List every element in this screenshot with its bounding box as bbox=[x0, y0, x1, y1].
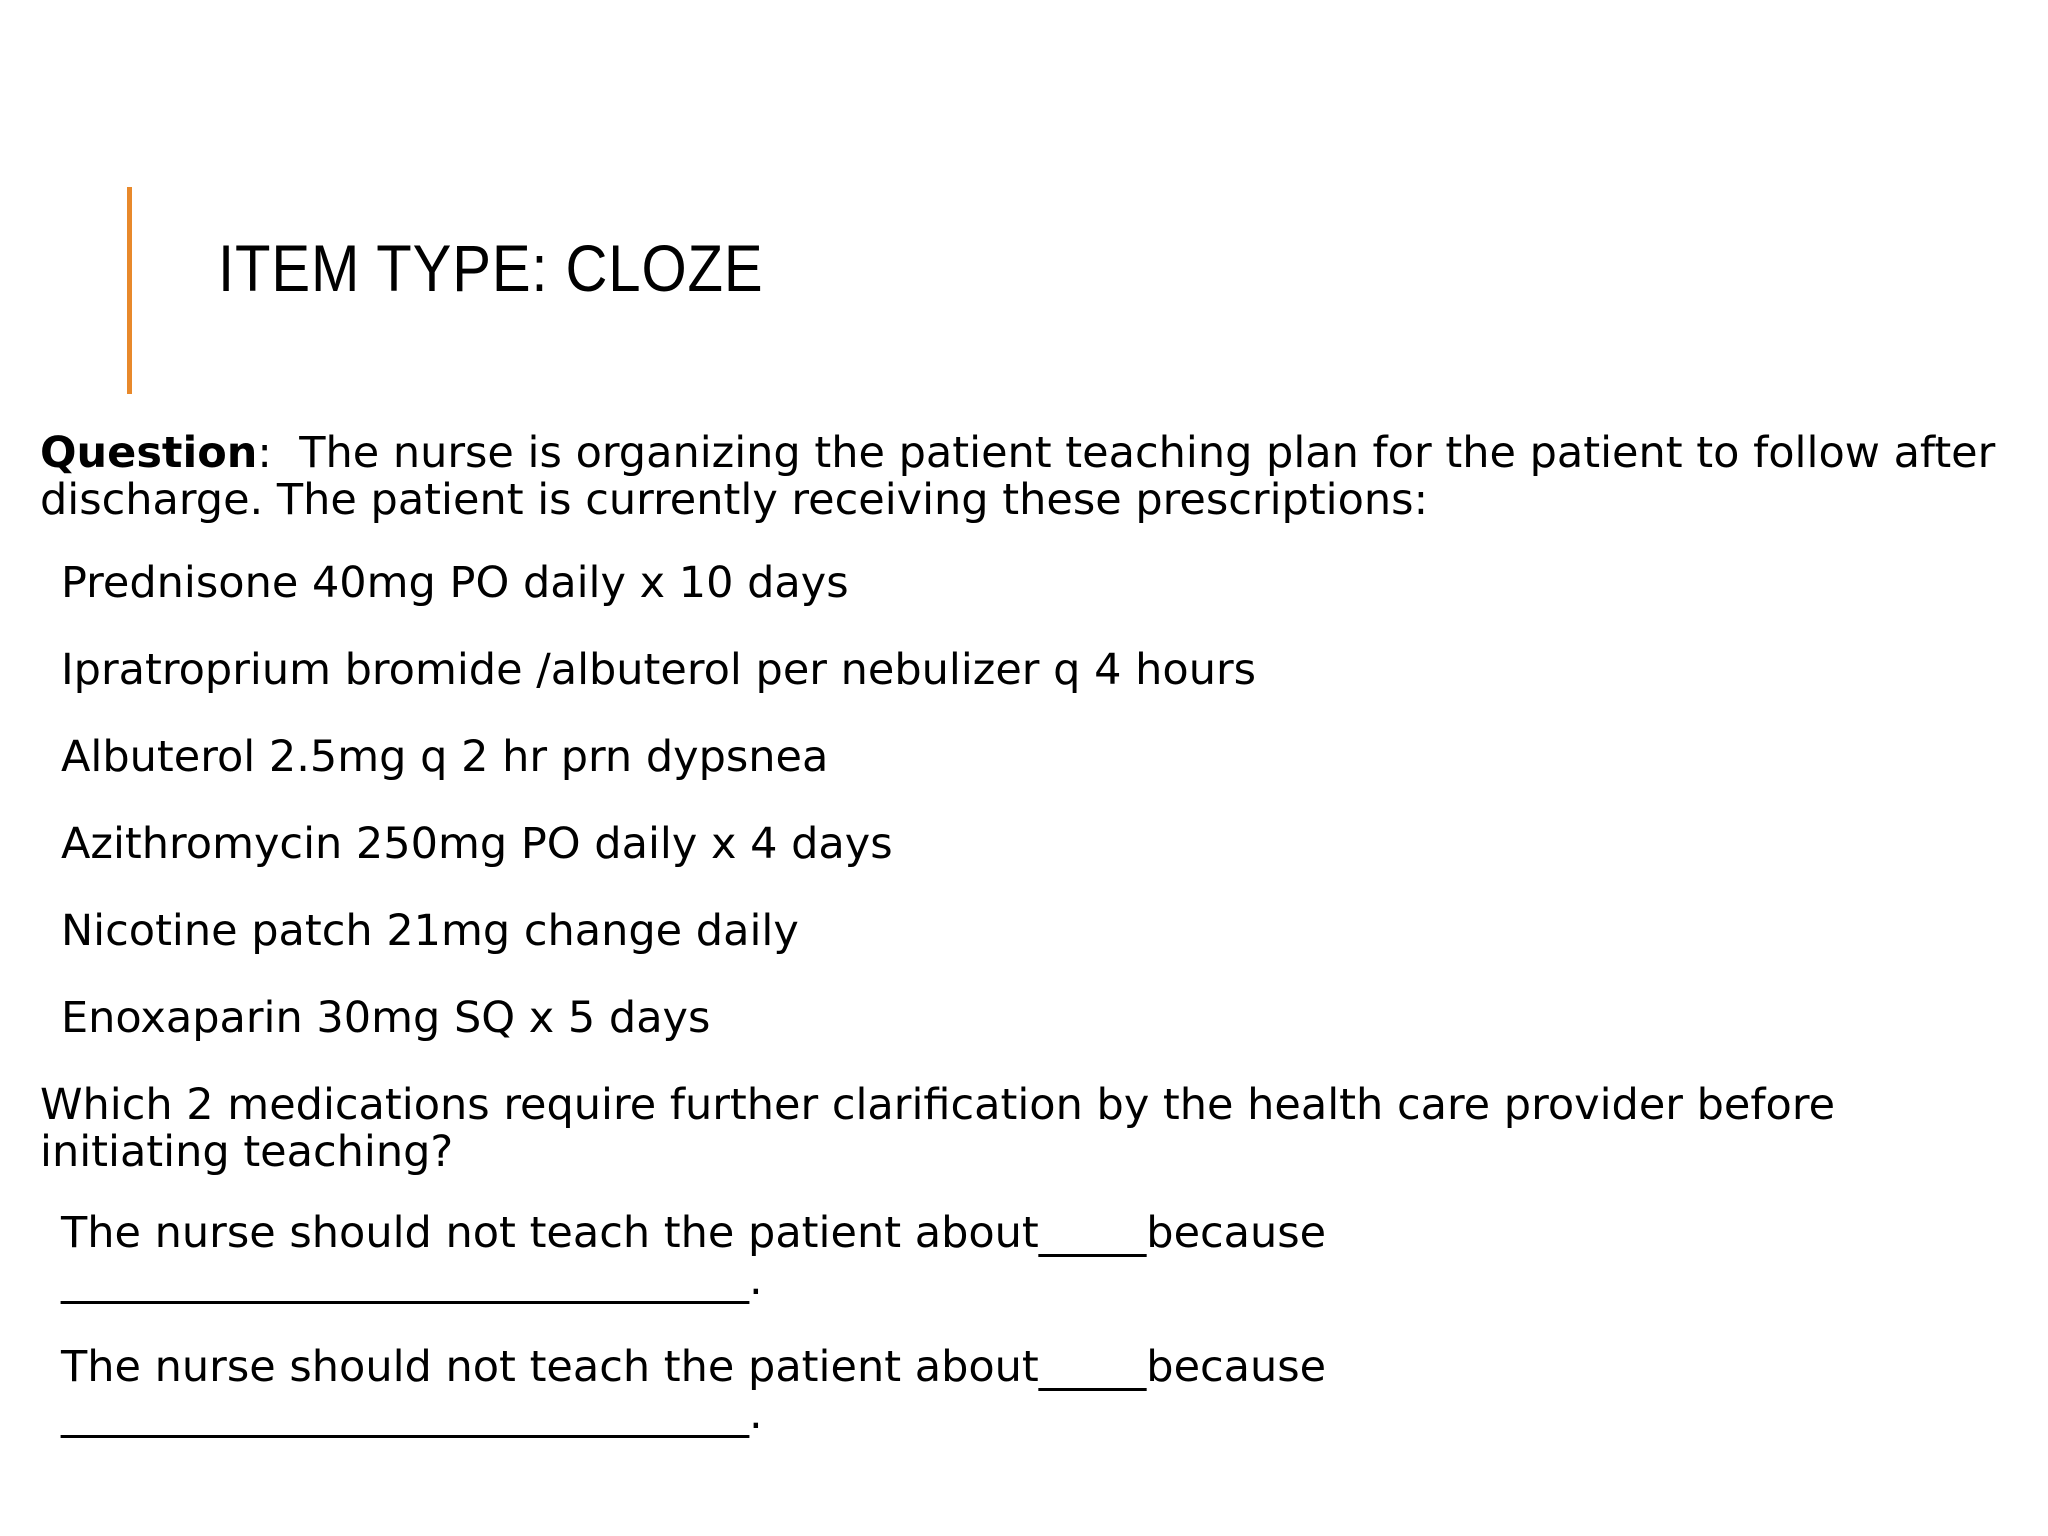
slide-title: ITEM TYPE: CLOZE bbox=[218, 231, 764, 305]
answer-sentence-1 bbox=[61, 1210, 2010, 1304]
answer-sentence-2 bbox=[61, 1344, 2010, 1438]
prescription-item: Enoxaparin 30mg SQ x 5 days bbox=[61, 993, 711, 1043]
prescription-item: Albuterol 2.5mg q 2 hr prn dypsnea bbox=[61, 732, 829, 782]
question-label: Question bbox=[40, 428, 258, 478]
prescription-item: Ipratroprium bromide /albuterol per nebulizer q 4 hours bbox=[61, 645, 1257, 695]
slide-content bbox=[40, 430, 2010, 1478]
title-accent-bar bbox=[127, 187, 132, 394]
prompt-paragraph: Which 2 medications require further clarification by the health care provider before initiating teaching? bbox=[40, 1080, 1836, 1177]
answer-blank: ________________________________. bbox=[61, 1255, 763, 1305]
prescription-item: Azithromycin 250mg PO daily x 4 days bbox=[61, 819, 893, 869]
answer-lead: The nurse should not teach the patient about_____because bbox=[61, 1342, 1327, 1392]
prescription-item: Prednisone 40mg PO daily x 10 days bbox=[61, 558, 849, 608]
question-label-suffix: : bbox=[257, 428, 300, 478]
prescription-list bbox=[40, 560, 2010, 1042]
prescription-item: Nicotine patch 21mg change daily bbox=[61, 906, 799, 956]
answer-blank: ________________________________. bbox=[61, 1389, 763, 1439]
question-text: The nurse is organizing the patient teaching plan for the patient to follow after discharge. The patient is currently receiving these prescriptions: bbox=[40, 428, 1996, 525]
question-paragraph bbox=[40, 430, 2010, 524]
answer-lead: The nurse should not teach the patient about_____because bbox=[61, 1208, 1327, 1258]
